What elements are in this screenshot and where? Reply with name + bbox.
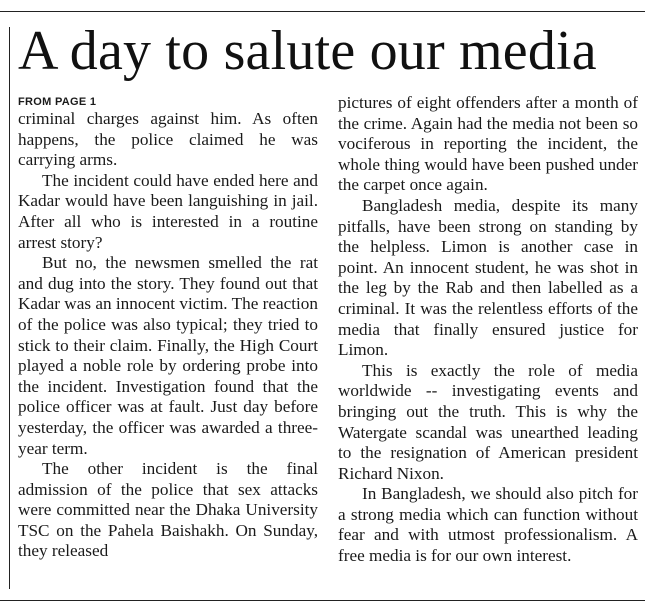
right-column: [338, 93, 638, 567]
paragraph: The incident could have ended here and Kadar would have been languishing in jail. After all who is interested in a routine arrest story?: [18, 170, 318, 252]
continuation-kicker: FROM PAGE 1: [18, 96, 97, 108]
paragraph: This is exactly the role of media worldwide -- investigating events and bringing out the truth. This is why the Watergate scandal was unearthed leading to the resignation of American president Richard Nixon.: [338, 360, 638, 483]
left-column: [18, 96, 318, 562]
paragraph: In Bangladesh, we should also pitch for a strong media which can function without fear and with utmost professionalism. A free media is for our own interest.: [338, 484, 638, 566]
headline: A day to salute our media: [18, 20, 597, 82]
paragraph: pictures of eight offenders after a month of the crime. Again had the media not been so vociferous in reporting the incident, the whole thing would have been pushed under the carpet once again.: [338, 93, 638, 195]
paragraph: But no, the newsmen smelled the rat and dug into the story. They found out that Kadar was an innocent victim. The reaction of the police was also typical; they tried to stick to their claim. Finally, the High Court played a noble role by ordering probe into the incident. Investigation found that the police officer was at fault. Just day before yesterday, the officer was awarded a three-year term.: [18, 253, 318, 458]
paragraph: The other incident is the final admission of the police that sex attacks were committed near the Dhaka University TSC on the Pahela Baishakh. On Sunday, they released: [18, 459, 318, 561]
bottom-rule: [0, 600, 645, 601]
paragraph: criminal charges against him. As often happens, the police claimed he was carrying arms.: [18, 109, 318, 170]
left-rule: [9, 27, 10, 589]
top-rule: [0, 11, 645, 12]
paragraph: Bangladesh media, despite its many pitfalls, have been strong on standing by the helpless. Limon is another case in point. An innocent student, he was shot in the leg by the Rab and then labelled as a criminal. It was the relentless efforts of the media that finally ensured justice for Limon.: [338, 195, 638, 360]
